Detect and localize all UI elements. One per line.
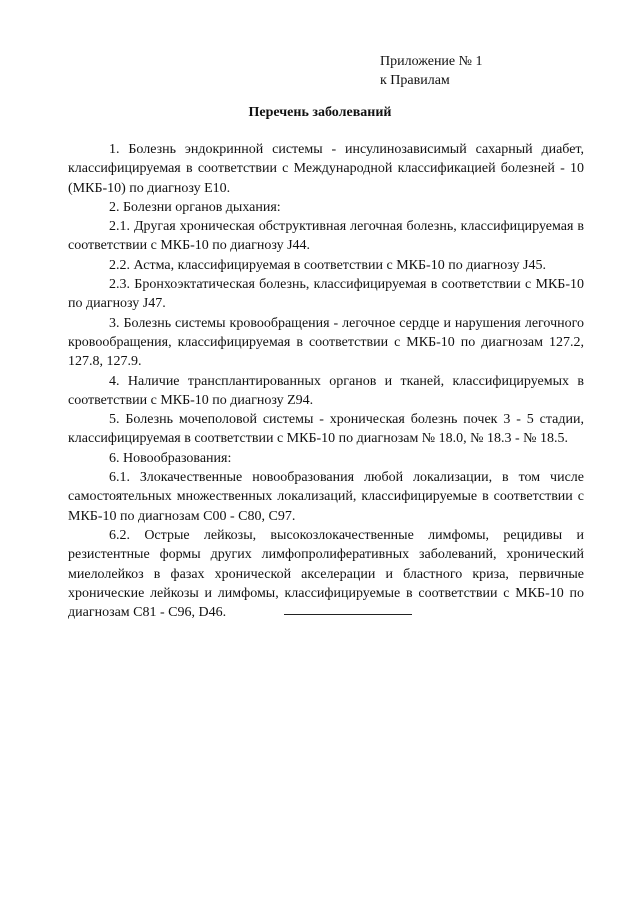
list-item-4: 4. Наличие трансплантированных органов и тканей, классифицируемых в соответствии с МКБ-10 по диагнозу Z94. — [68, 373, 584, 408]
closing-divider — [284, 614, 412, 615]
list-item-2-1: 2.1. Другая хроническая обструктивная легочная болезнь, классифицируемая в соответствии с МКБ-10 по диагнозу J44. — [68, 219, 584, 254]
list-item-2: 2. Болезни органов дыхания: — [109, 199, 281, 215]
list-item-2-2: 2.2. Астма, классифицируемая в соответствии с МКБ-10 по диагнозу J45. — [109, 257, 546, 273]
list-item-6-2: 6.2. Острые лейкозы, высокозлокачественные лимфомы, рецидивы и резистентные формы других лимфопролиферативных заболеваний, хронический миелолейкоз в фазах хронической акселерации и бластного криза, первичные хронические лейкозы и лимфомы, классифицируемые в соответствии с МКБ-10 по диагнозам С81 - С96, D46. — [68, 527, 584, 621]
appendix-number: Приложение № 1 — [380, 54, 483, 69]
appendix-rules: к Правилам — [380, 73, 450, 88]
list-item-6-1: 6.1. Злокачественные новообразования любой локализации, в том числе самостоятельных множественных локализаций, классифицируемые в соответствии с МКБ-10 по диагнозам С00 - С80, С97. — [68, 470, 584, 524]
document-title: Перечень заболеваний — [248, 105, 392, 120]
list-item-1: 1. Болезнь эндокринной системы - инсулинозависимый сахарный диабет, классифицируемая в соответствии с Международной классификацией болезней - 10 (МКБ-10) по диагнозу Е10. — [68, 142, 584, 196]
list-item-3: 3. Болезнь системы кровообращения - легочное сердце и нарушения легочного кровообращения, классифицируемая в соответствии с МКБ-10 по диагнозам 127.2, 127.8, 127.9. — [68, 315, 584, 370]
list-item-6: 6. Новообразования: — [109, 450, 232, 466]
list-item-2-3: 2.3. Бронхоэктатическая болезнь, классифицируемая в соответствии с МКБ-10 по диагнозу J47. — [68, 277, 584, 312]
appendix-reference — [380, 52, 483, 90]
disease-list — [68, 140, 584, 622]
list-item-5: 5. Болезнь мочеполовой системы - хроническая болезнь почек 3 - 5 стадии, классифицируемая в соответствии с МКБ-10 по диагнозам № 18.0, № 18.3 - № 18.5. — [68, 412, 584, 447]
